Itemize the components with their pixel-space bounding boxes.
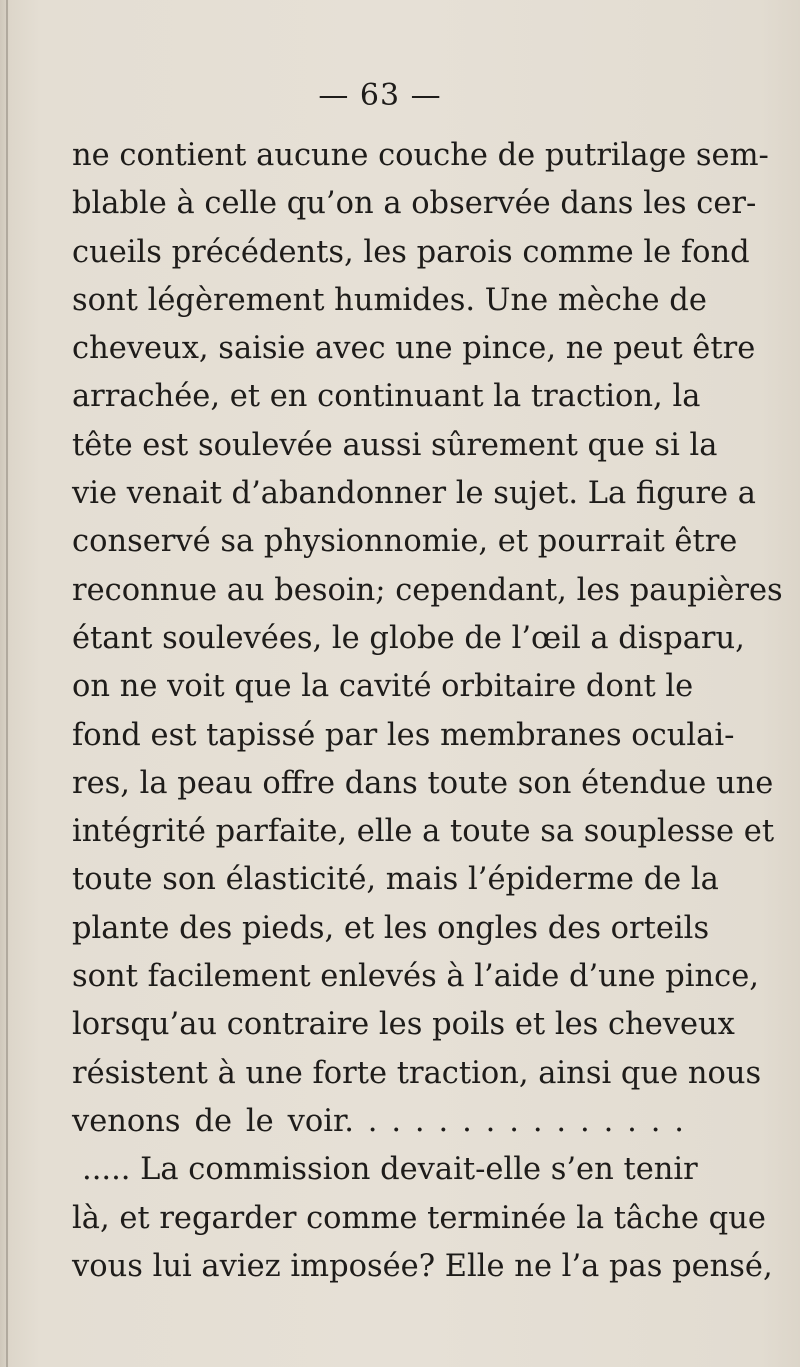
body-text — [72, 132, 783, 1291]
text-line: conservé sa physionnomie, et pourrait être — [72, 524, 738, 560]
text-line: reconnue au besoin; cependant, les paupières — [72, 572, 783, 608]
text-line: sont facilement enlevés à l’aide d’une pince, — [72, 959, 759, 995]
page-gutter-edge — [6, 0, 8, 1367]
text-line: lorsqu’au contraire les poils et les cheveux — [72, 1007, 735, 1043]
text-line: res, la peau offre dans toute son étendue une — [72, 765, 774, 801]
text-line: sont légèrement humides. Une mèche de — [72, 282, 707, 318]
text-line: étant soulevées, le globe de l’œil a disparu, — [72, 620, 745, 656]
text-line: cheveux, saisie avec une pince, ne peut être — [72, 331, 756, 367]
text-line: blable à celle qu’on a observée dans les cer- — [72, 186, 757, 222]
text-line: fond est tapissé par les membranes oculai- — [72, 717, 735, 753]
text-line: on ne voit que la cavité orbitaire dont le — [72, 669, 694, 705]
text-line: toute son élasticité, mais l’épiderme de la — [72, 862, 719, 898]
text-line: vie venait d’abandonner le sujet. La figure a — [72, 476, 756, 512]
text-line: résistent à une forte traction, ainsi que nous — [72, 1055, 762, 1091]
text-line: vous lui aviez imposée? Elle ne l’a pas pensé, — [72, 1248, 773, 1284]
text-line: arrachée, et en continuant la traction, la — [72, 379, 701, 415]
text-line: intégrité parfaite, elle a toute sa souplesse et — [72, 814, 775, 850]
text-line: plante des pieds, et les ongles des orteils — [72, 910, 710, 946]
text-line: tête est soulevée aussi sûrement que si la — [72, 427, 718, 463]
page-number: — 63 — — [318, 78, 442, 113]
text-line: cueils précédents, les parois comme le fond — [72, 234, 750, 270]
text-line: ne contient aucune couche de putrilage sem- — [72, 138, 769, 173]
text-line: venons de le voir. . . . . . . . . . . . . . . — [72, 1103, 684, 1139]
text-line: là, et regarder comme terminée la tâche que — [72, 1200, 766, 1236]
text-line: ..... La commission devait-elle s’en tenir — [82, 1152, 698, 1188]
